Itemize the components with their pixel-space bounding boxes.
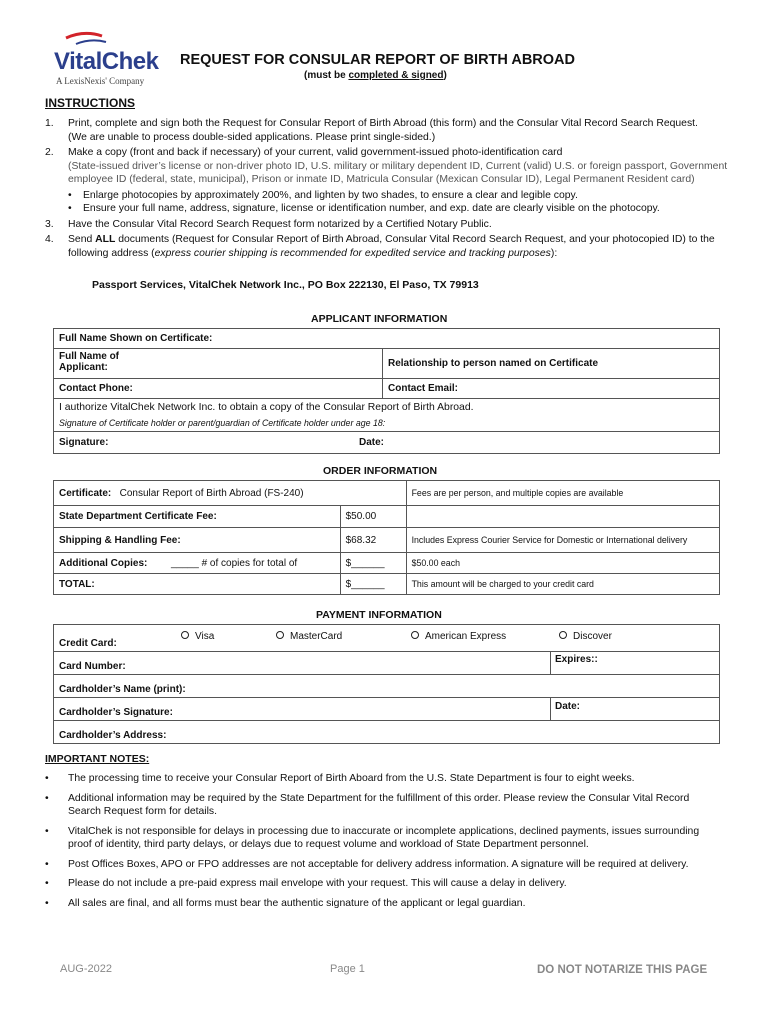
authorization-block — [54, 399, 720, 432]
authorization-text: I authorize VitalChek Network Inc. to obtain a copy of the Consular Report of Birth Abroad. — [59, 402, 474, 413]
cardholder-address-field[interactable]: Cardholder’s Address: — [54, 721, 720, 744]
mastercard-option[interactable]: MasterCard — [276, 631, 342, 642]
payment-date-field[interactable]: Date: — [550, 698, 580, 720]
footer-date: AUG-2022 — [60, 963, 112, 975]
applicant-section-title: APPLICANT INFORMATION — [311, 313, 448, 325]
relationship-field[interactable]: Relationship to person named on Certificate — [383, 349, 720, 379]
cardholder-signature-field[interactable]: Cardholder’s Signature: Date: — [54, 698, 720, 721]
instructions-list — [45, 117, 735, 262]
shipping-note: Includes Express Courier Service for Domestic or International delivery — [406, 528, 719, 553]
total-field[interactable]: $______ — [340, 574, 406, 595]
form-title: REQUEST FOR CONSULAR REPORT OF BIRTH ABROAD — [180, 52, 575, 68]
full-name-applicant-field[interactable]: Full Name of Applicant: — [54, 349, 383, 379]
footer-warning: DO NOT NOTARIZE THIS PAGE — [537, 964, 708, 976]
note-item: • Please do not include a pre-paid express mail envelope with your request. This will cause a delay in delivery. — [45, 877, 725, 891]
state-fee-label: State Department Certificate Fee: — [54, 506, 341, 528]
total-note: This amount will be charged to your credit card — [406, 574, 719, 595]
shipping-value: $68.32 — [340, 528, 406, 553]
american-express-option[interactable]: American Express — [411, 631, 506, 642]
instruction-subitem: • Ensure your full name, address, signature, license or identification number, and exp. date are clearly visible on the photocopy. — [45, 202, 735, 216]
payment-table — [53, 624, 720, 744]
order-table — [53, 480, 720, 595]
contact-email-field[interactable]: Contact Email: — [383, 379, 720, 399]
notes-heading: IMPORTANT NOTES: — [45, 753, 150, 765]
expires-field[interactable]: Expires:: — [550, 652, 598, 674]
state-fee-value: $50.00 — [340, 506, 406, 528]
radio-circle-icon[interactable] — [181, 631, 189, 639]
cardholder-name-field[interactable]: Cardholder’s Name (print): — [54, 675, 720, 698]
payment-section-title: PAYMENT INFORMATION — [316, 609, 442, 621]
footer-page-number: Page 1 — [330, 963, 365, 975]
card-number-field[interactable]: Card Number: Expires:: — [54, 652, 720, 675]
instruction-item-2: 2. Make a copy (front and back if necessary) of your current, valid government-issued photo-identification card (State-issued driver’s license or non-driver photo ID, U.S. military or military dependent ID, Current (valid) U.S. or foreign passport, Government employee ID (federal, state, municipal), Prison or inmate ID, Matricula Consular (Mexican Consular ID), Legal Permanent Resident card) — [45, 147, 728, 185]
additional-copies-row[interactable]: Additional Copies: _____ # of copies for total of — [54, 553, 341, 574]
vitalchek-logo — [36, 30, 166, 90]
discover-option[interactable]: Discover — [559, 631, 612, 642]
note-item: • All sales are final, and all forms must bear the authentic signature of the applicant or legal guardian. — [45, 897, 725, 911]
full-name-certificate-field[interactable]: Full Name Shown on Certificate: — [54, 329, 720, 349]
copies-count-field[interactable]: _____ # of copies for total of — [171, 557, 298, 569]
credit-card-label: Credit Card: — [59, 638, 117, 649]
certificate-row: Certificate: Consular Report of Birth Abroad (FS-240) — [54, 481, 407, 506]
instruction-subitem: • Enlarge photocopies by approximately 200%, and lighten by two shades, to ensure a clear and legible copy. — [45, 189, 735, 203]
radio-circle-icon[interactable] — [559, 631, 567, 639]
signature-note: Signature of Certificate holder or parent/guardian of Certificate holder under age 18: — [59, 418, 386, 428]
order-section-title: ORDER INFORMATION — [323, 465, 438, 477]
logo-wordmark: VitalChek — [54, 48, 159, 75]
signature-field[interactable]: Signature: Date: — [54, 432, 720, 454]
logo-subtitle: A LexisNexis' Company — [56, 76, 145, 86]
instructions-heading: INSTRUCTIONS — [45, 96, 135, 110]
form-subtitle: (must be completed & signed) — [304, 70, 447, 81]
copies-note: $50.00 each — [406, 553, 719, 574]
total-label: TOTAL: — [54, 574, 341, 595]
copies-total-field[interactable]: $______ — [340, 553, 406, 574]
note-item: • Post Offices Boxes, APO or FPO addresses are not acceptable for delivery address information. A signature will be required at delivery. — [45, 858, 725, 872]
instruction-item-3: 3. Have the Consular Vital Record Search Request form notarized by a Certified Notary Public. — [45, 218, 492, 230]
visa-option[interactable]: Visa — [181, 631, 214, 642]
mailing-address: Passport Services, VitalChek Network Inc., PO Box 222130, El Paso, TX 79913 — [92, 279, 479, 291]
contact-phone-field[interactable]: Contact Phone: — [54, 379, 383, 399]
applicant-table — [53, 328, 720, 454]
note-item: • Additional information may be required by the State Department for the fulfillment of this order. Please review the Consular Vital Record Search Request form for details. — [45, 792, 725, 819]
radio-circle-icon[interactable] — [411, 631, 419, 639]
credit-card-row — [54, 625, 720, 652]
note-item: • VitalChek is not responsible for delays in processing due to inaccurate or incomplete applications, declined payments, issues surrounding proof of identity, third party delays, or delays due to request volume and workload of State Department personnel. — [45, 825, 725, 852]
shipping-label: Shipping & Handling Fee: — [54, 528, 341, 553]
certificate-value: Consular Report of Birth Abroad (FS-240) — [119, 487, 304, 499]
instruction-item-4: 4. Send ALL documents (Request for Consular Report of Birth Abroad, Consular Vital Record Search Request, and your photocopied ID) to the following address (express courier shipping is recommended for expedited service and tracking purposes): — [45, 234, 715, 259]
notes-list — [45, 772, 725, 916]
fees-note: Fees are per person, and multiple copies are available — [406, 481, 719, 506]
note-item: • The processing time to receive your Consular Report of Birth Aboard from the U.S. State Department is four to eight weeks. — [45, 772, 725, 786]
radio-circle-icon[interactable] — [276, 631, 284, 639]
signature-date-label: Date: — [359, 437, 385, 448]
empty-cell — [406, 506, 719, 528]
instruction-item-1: 1. Print, complete and sign both the Request for Consular Report of Birth Abroad (this form) and the Consular Vital Record Search Request. (We are unable to process double-sided applications. Please print single-sided.) — [45, 118, 698, 143]
